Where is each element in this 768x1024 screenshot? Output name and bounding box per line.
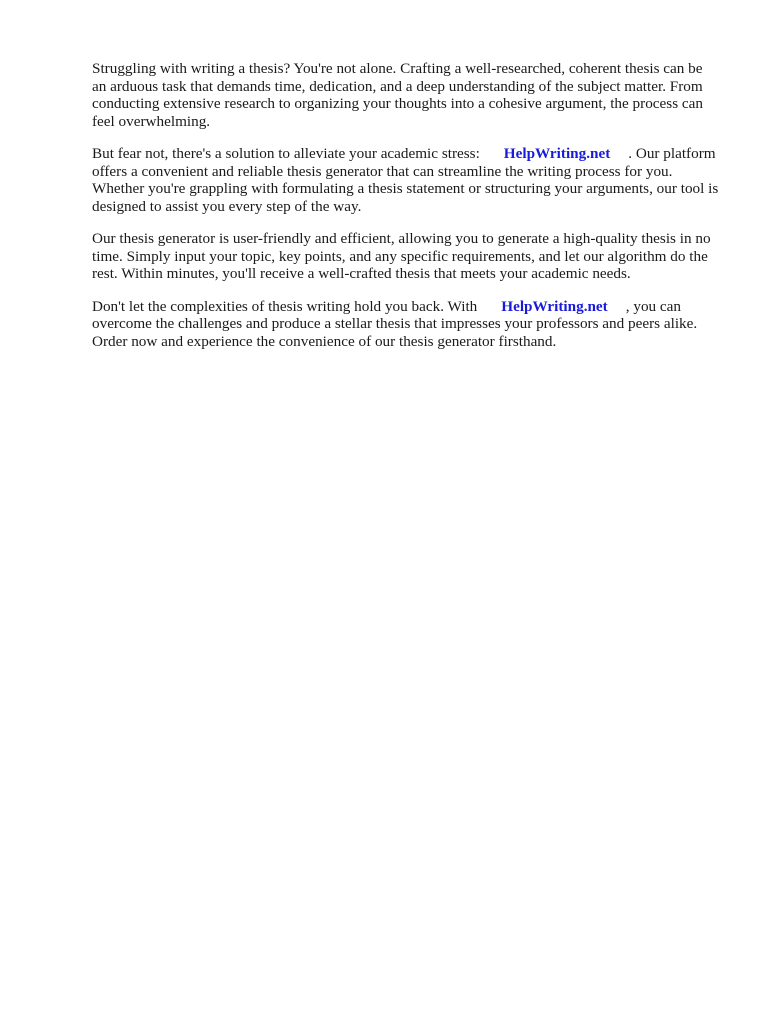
paragraph-generator bbox=[92, 230, 720, 283]
document-page bbox=[92, 60, 720, 365]
paragraph-generator-text: Our thesis generator is user-friendly and efficient, allowing you to generate a high-quality thesis in no time. Simply input your topic, key points, and any specific requirements, and let our algorithm do the rest. Within minutes, you'll receive a well-crafted thesis that meets your academic needs. bbox=[92, 230, 711, 282]
helpwriting-link[interactable]: HelpWriting.net bbox=[501, 297, 608, 315]
paragraph-intro bbox=[92, 60, 720, 130]
paragraph-intro-text: Struggling with writing a thesis? You're not alone. Crafting a well-researched, coherent thesis can be an arduous task that demands time, dedication, and a deep understanding of the subject matter. From conducting extensive research to organizing your thoughts into a cohesive argument, the process can feel overwhelming. bbox=[92, 60, 703, 130]
helpwriting-link[interactable]: HelpWriting.net bbox=[503, 145, 611, 162]
paragraph-solution-after: . Our platform offers a convenient and reliable thesis generator that can streamline the writing process for you. Whether you're grappling with formulating a thesis statement or structuring your arguments, our tool is designed to assist you every step of the way. bbox=[92, 145, 719, 215]
paragraph-closing-before: Don't let the complexities of thesis writing hold you back. With bbox=[92, 297, 478, 315]
paragraph-solution-before: But fear not, there's a solution to alleviate your academic stress: bbox=[92, 145, 480, 162]
paragraph-solution bbox=[92, 145, 720, 215]
paragraph-closing bbox=[92, 298, 720, 351]
paragraph-closing-after: , you can overcome the challenges and produce a stellar thesis that impresses your professors and peers alike. Order now and experience the convenience of our thesis generator firsthand. bbox=[92, 297, 698, 350]
